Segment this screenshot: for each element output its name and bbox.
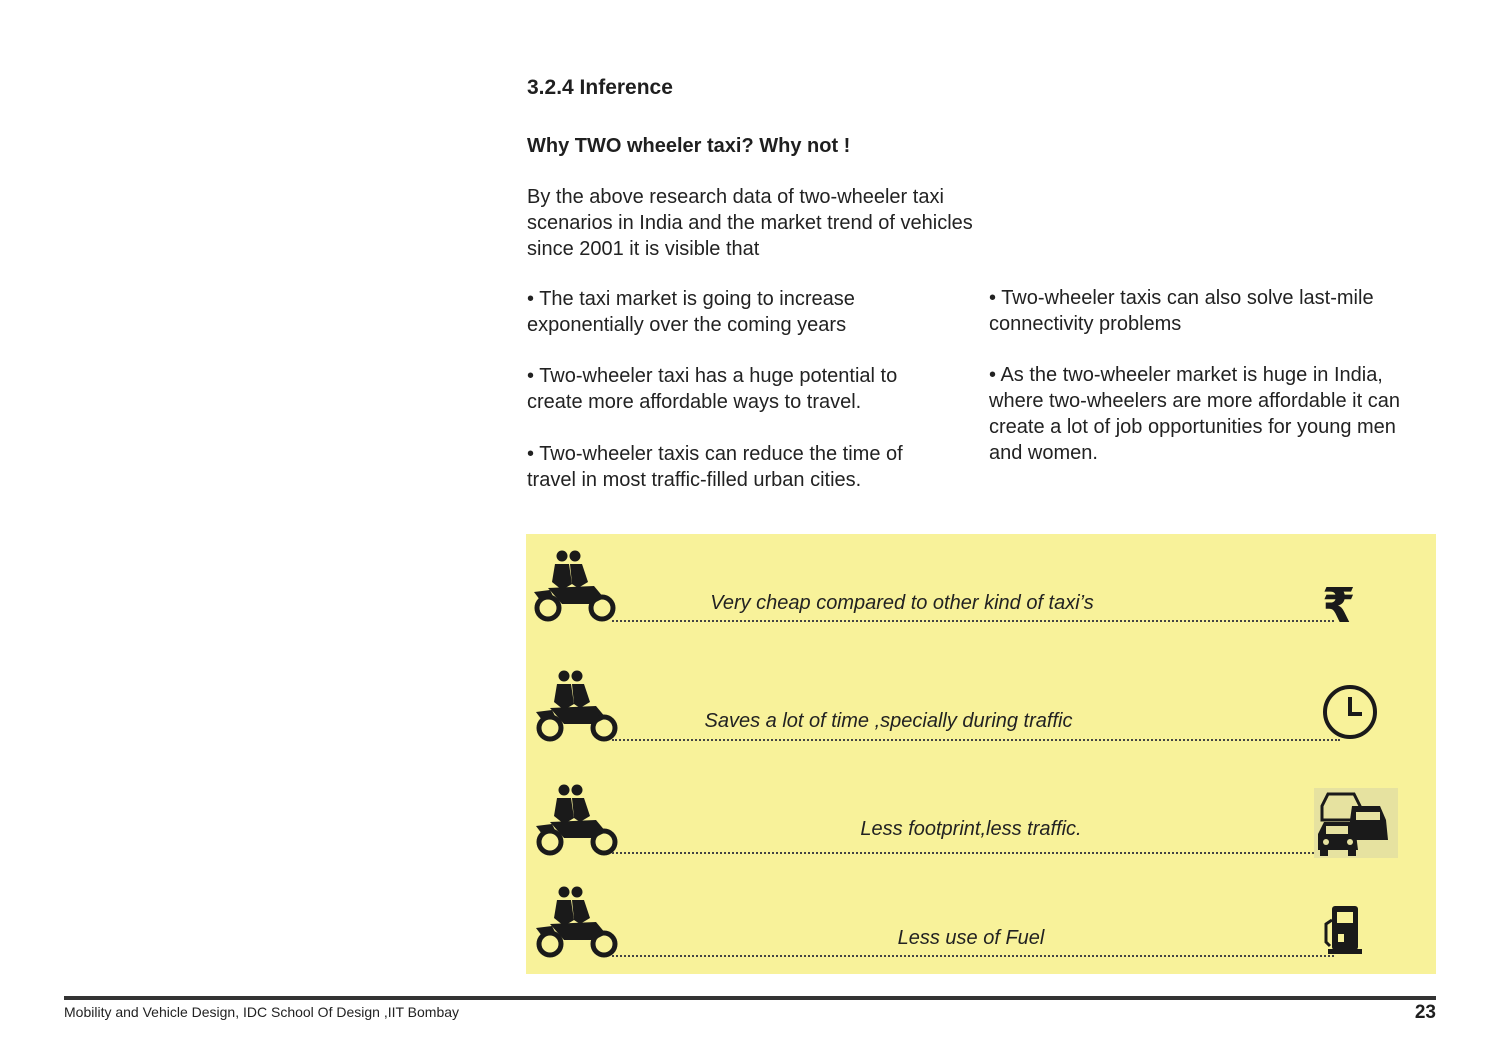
dotted-leader xyxy=(612,852,1318,854)
section-title: 3.2.4 Inference xyxy=(527,76,673,99)
benefit-text-saves-time: Saves a lot of time ,specially during traffic xyxy=(704,710,1073,732)
benefit-text-less-traffic: Less footprint,less traffic. xyxy=(860,818,1082,840)
bullet-right-1: • Two-wheeler taxis can also solve last-mile connectivity problems xyxy=(989,287,1374,335)
dotted-leader xyxy=(612,620,1334,622)
motorbike-riders-icon xyxy=(534,668,618,744)
fuel-pump-icon xyxy=(1322,904,1368,956)
benefit-text-less-fuel: Less use of Fuel xyxy=(897,927,1045,949)
bullet-right-2: • As the two-wheeler market is huge in India, where two-wheelers are more affordable it can create a lot of job opportunities for young men and women. xyxy=(989,364,1400,464)
rupee-icon: ₹ xyxy=(1322,580,1356,633)
bullet-left-2: • Two-wheeler taxi has a huge potential to create more affordable ways to travel. xyxy=(527,365,898,413)
cars-icon xyxy=(1314,788,1398,858)
motorbike-riders-icon xyxy=(532,548,616,624)
dotted-leader xyxy=(612,955,1334,957)
footer-text: Mobility and Vehicle Design, IDC School Of Design ,IIT Bombay xyxy=(64,1004,460,1020)
bullet-left-1: • The taxi market is going to increase exponentially over the coming years xyxy=(527,288,855,336)
dotted-leader xyxy=(612,739,1340,741)
intro-paragraph: By the above research data of two-wheeler taxi scenarios in India and the market trend of vehicles since 2001 it is visible that xyxy=(527,186,973,260)
page-number: 23 xyxy=(1414,1002,1436,1023)
clock-icon xyxy=(1322,684,1378,740)
motorbike-riders-icon xyxy=(534,884,618,960)
benefit-text-cheap: Very cheap compared to other kind of taxi’s xyxy=(710,592,1094,614)
subtitle: Why TWO wheeler taxi? Why not ! xyxy=(527,135,851,157)
footer-rule xyxy=(64,996,1436,1000)
motorbike-riders-icon xyxy=(534,782,618,858)
bullet-left-3: • Two-wheeler taxis can reduce the time of travel in most traffic-filled urban cities. xyxy=(527,443,903,491)
benefits-panel xyxy=(526,534,1436,974)
